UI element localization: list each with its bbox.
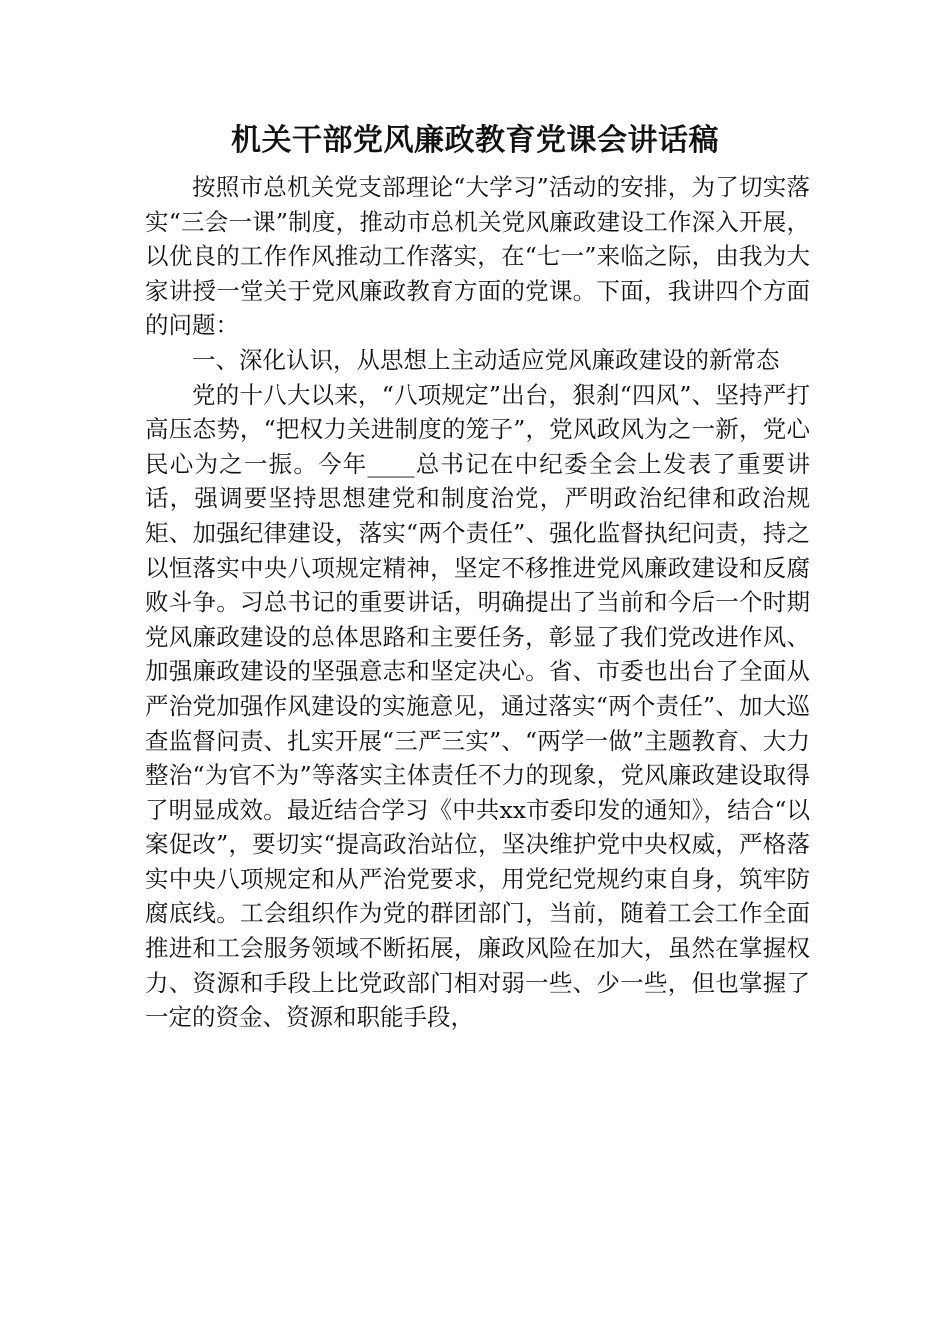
document-body (145, 170, 810, 1035)
intro-paragraph: 按照市总机关党支部理论“大学习”活动的安排，为了切实落实“三会一课”制度，推动市总机关党风廉政建设工作深入开展，以优良的工作作风推动工作落实，在“七一”来临之际，由我为大家讲授一堂关于党风廉政教育方面的党课。下面，我讲四个方面的问题： (145, 173, 810, 340)
body-paragraph: 党的十八大以来，“八项规定”出台，狠刹“四风”、坚持严打高压态势，“把权力关进制度的笼子”，党风政风为之一新，党心民心为之一振。今年____总书记在中纪委全会上发表了重要讲话，强调要坚持思想建党和制度治党，严明政治纪律和政治规矩、加强纪律建设，落实“两个责任”、强化监督执纪问责，持之以恒落实中央八项规定精神，坚定不移推进党风廉政建设和反腐败斗争。习总书记的重要讲话，明确提出了当前和今后一个时期党风廉政建设的总体思路和主要任务，彰显了我们党改进作风、加强廉政建设的坚强意志和坚定决心。省、市委也出台了全面从严治党加强作风建设的实施意见，通过落实“两个责任”、加大巡查监督问责、扎实开展“三严三实”、“两学一做”主题教育、大力整治“为官不为”等落实主体责任不力的现象，党风廉政建设取得了明显成效。最近结合学习《中共xx市委印发的通知》，结合“以案促改”，要切实“提高政治站位，坚决维护党中央权威，严格落实中央八项规定和从严治党要求，用党纪党规约束自身，筑牢防腐底线。工会组织作为党的群团部门，当前，随着工会工作全面推进和工会服务领域不断拓展，廉政风险在加大，虽然在掌握权力、资源和手段上比党政部门相对弱一些、少一些，但也掌握了一定的资金、资源和职能手段， (145, 380, 810, 1032)
document-title: 机关干部党风廉政教育党课会讲话稿 (231, 123, 719, 158)
section-heading: 一、深化认识，从思想上主动适应党风廉政建设的新常态 (192, 345, 780, 374)
